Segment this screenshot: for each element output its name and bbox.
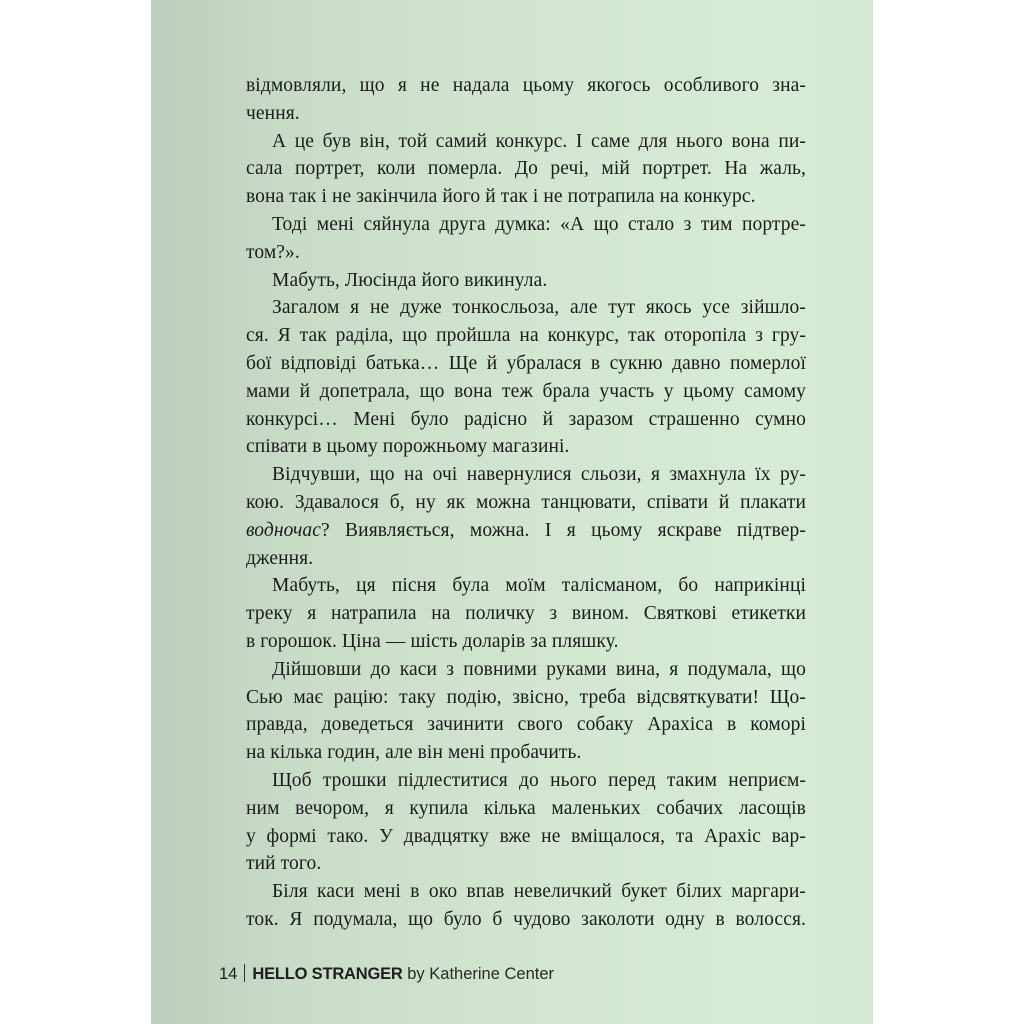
text-line: сала портрет, коли померла. До речі, мій портрет. На жаль, <box>246 158 806 180</box>
text-line: бої відповіді батька… Ще й убралася в сукню давно померлої <box>246 352 806 374</box>
text-line: ним вечором, я купила кілька маленьких собачих ласощів <box>246 797 806 819</box>
text-line: на кілька годин, але він мені пробачить. <box>246 742 582 764</box>
text-line: мами й допетрала, що вона теж брала участь у цьому самому <box>246 380 806 402</box>
text-line: том?». <box>246 241 300 263</box>
text-line: Мабуть, ця пісня була моїм талісманом, бо наприкінці <box>272 575 806 597</box>
text-line: чення. <box>246 102 300 124</box>
page-footer <box>219 964 554 984</box>
text-line: Сью має рацію: таку подію, звісно, треба відсвяткувати! Що- <box>246 686 806 708</box>
text-line: А це був він, той самий конкурс. І саме для нього вона пи- <box>272 130 806 152</box>
text-line: Дійшовши до каси з повними руками вина, я подумала, що <box>272 658 806 680</box>
text-line: співати в цьому порожньому магазині. <box>246 436 570 458</box>
text-line: Відчувши, що на очі навернулися сльози, я змахнула їх ру- <box>272 464 806 486</box>
text-line: Мабуть, Люсінда його викинула. <box>272 269 548 291</box>
text-line <box>246 517 806 545</box>
page-number: 14 <box>219 965 238 983</box>
text-line: ся. Я так раділа, що пройшла на конкурс, так оторопіла з гру- <box>246 325 806 347</box>
body-text <box>246 72 806 934</box>
text-line: Біля каси мені в око впав невеличкий букет білих маргари- <box>272 881 806 903</box>
text-line-rest: ? Виявляється, можна. І я цьому яскраве підтвер- <box>321 519 806 541</box>
text-line: в горошок. Ціна — шість доларів за пляшку. <box>246 630 619 652</box>
text-line: кою. Здавалося б, ну як можна танцювати, співати й плакати <box>246 491 806 513</box>
book-page <box>151 0 873 1024</box>
text-line: Щоб трошки підлеститися до нього перед таким неприєм- <box>272 769 806 791</box>
text-line: правда, доведеться зачинити свого собаку Арахіса в коморі <box>246 714 806 736</box>
text-line: вона так і не закінчила його й так і не потрапила на конкурс. <box>246 186 756 208</box>
text-line: Тоді мені сяйнула друга думка: «А що стало з тим портре- <box>272 213 806 235</box>
text-line: треку я натрапила на поличку з вином. Святкові етикетки <box>246 603 806 625</box>
text-line: тий того. <box>246 853 322 875</box>
text-line: відмовляли, що я не надала цьому якогось особливого зна- <box>246 75 806 96</box>
text-line: ток. Я подумала, що було б чудово заколоти одну в волосся. <box>246 908 806 930</box>
author-byline: by Katherine Center <box>407 965 555 983</box>
italic-word: водночас <box>246 519 321 541</box>
text-line: Загалом я не дуже тонкосльоза, але тут якось усе зійшло- <box>272 297 806 319</box>
footer-divider <box>244 964 245 982</box>
book-title: HELLO STRANGER <box>252 965 403 983</box>
text-line: конкурсі… Мені було радісно й заразом страшенно сумно <box>246 408 806 430</box>
text-line: у формі тако. У двадцятку вже не вміщалося, та Арахіс вар- <box>246 825 806 847</box>
text-line: дження. <box>246 547 314 569</box>
